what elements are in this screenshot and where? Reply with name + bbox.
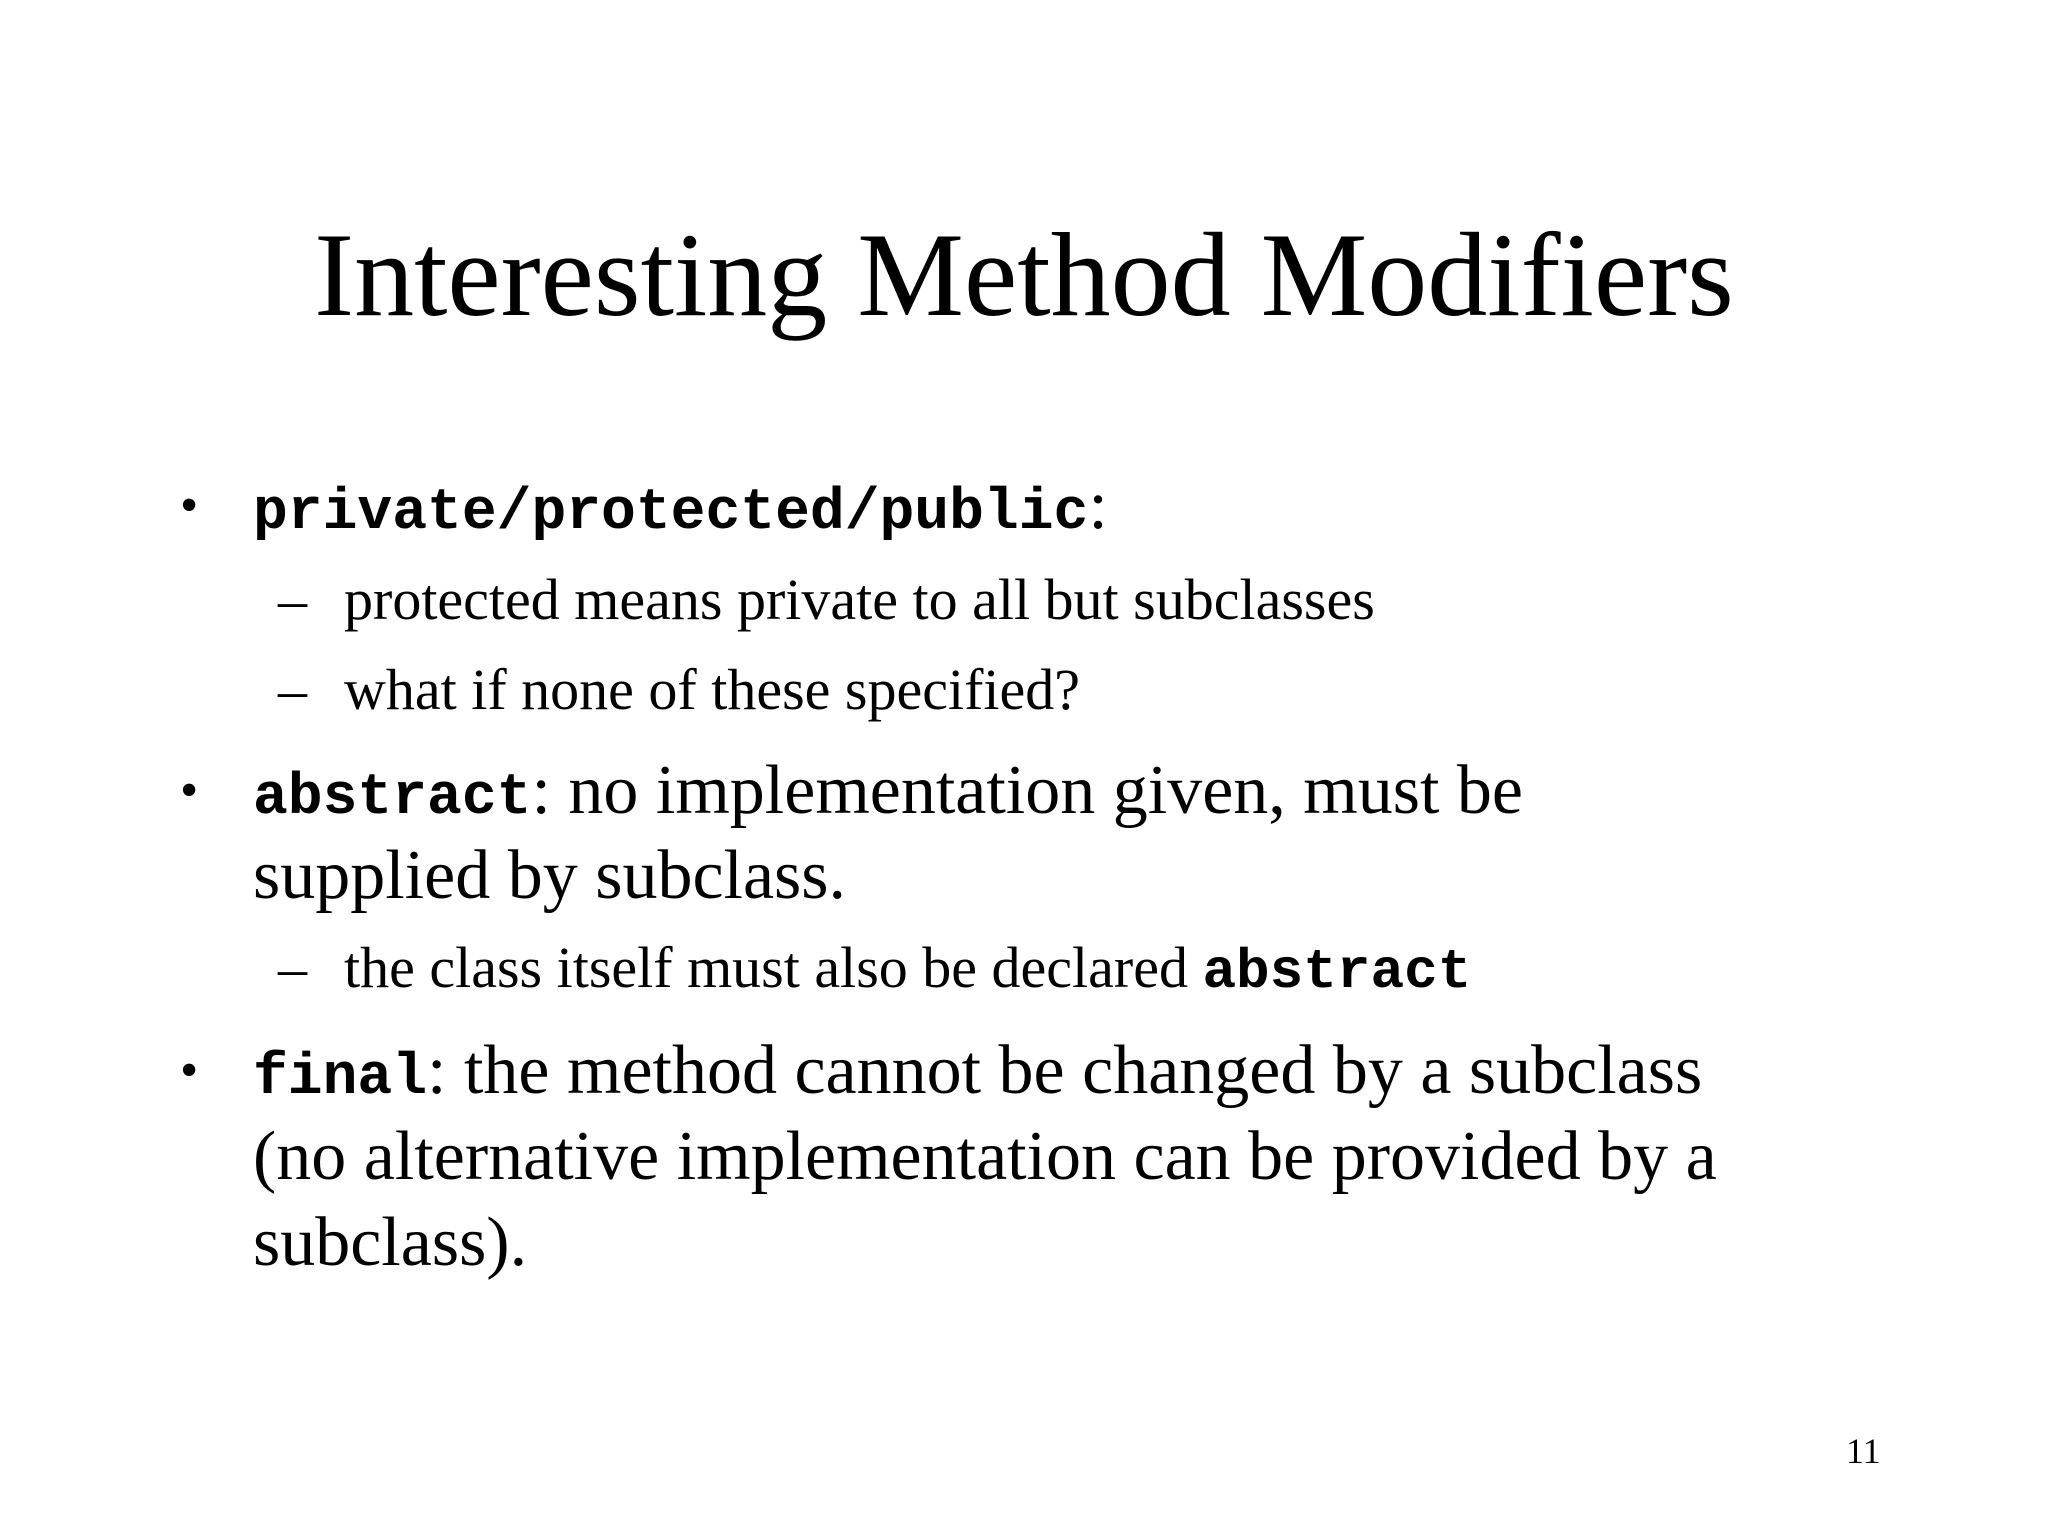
bullet-item-final [253,1027,1702,1123]
subitem-text: the class itself must also be declared [344,935,1203,1000]
code-term: private/protected/public [253,481,1089,546]
code-term: abstract [1202,940,1472,1004]
dash-marker: – [278,935,307,1000]
dash-marker: – [278,567,307,632]
bullet-text: : [1088,467,1108,544]
bullet-text: : no implementation given, must be [531,752,1523,829]
bullet-item-abstract-continued: supplied by subclass. [253,837,847,914]
subitem-class-abstract [344,932,1471,1008]
bullet-marker: • [180,1042,199,1099]
bullet-item-abstract [253,747,1523,843]
slide-title: Interesting Method Modifiers [314,208,1734,341]
bullet-text: : the method cannot be changed by a subclass [427,1032,1703,1109]
subitem-protected: protected means private to all but subclasses [344,567,1375,632]
subitem-none-specified: what if none of these specified? [344,657,1080,722]
bullet-item-final-continued: subclass). [253,1204,528,1281]
bullet-item-final-continued: (no alternative implementation can be provided by a [253,1118,1717,1195]
bullet-item-access-modifiers [253,462,1108,558]
code-term: abstract [253,766,532,831]
code-term: final [253,1046,428,1111]
dash-marker: – [278,657,307,722]
page-number: 11 [1846,1431,1881,1471]
bullet-marker: • [180,762,199,819]
bullet-marker: • [180,477,199,534]
